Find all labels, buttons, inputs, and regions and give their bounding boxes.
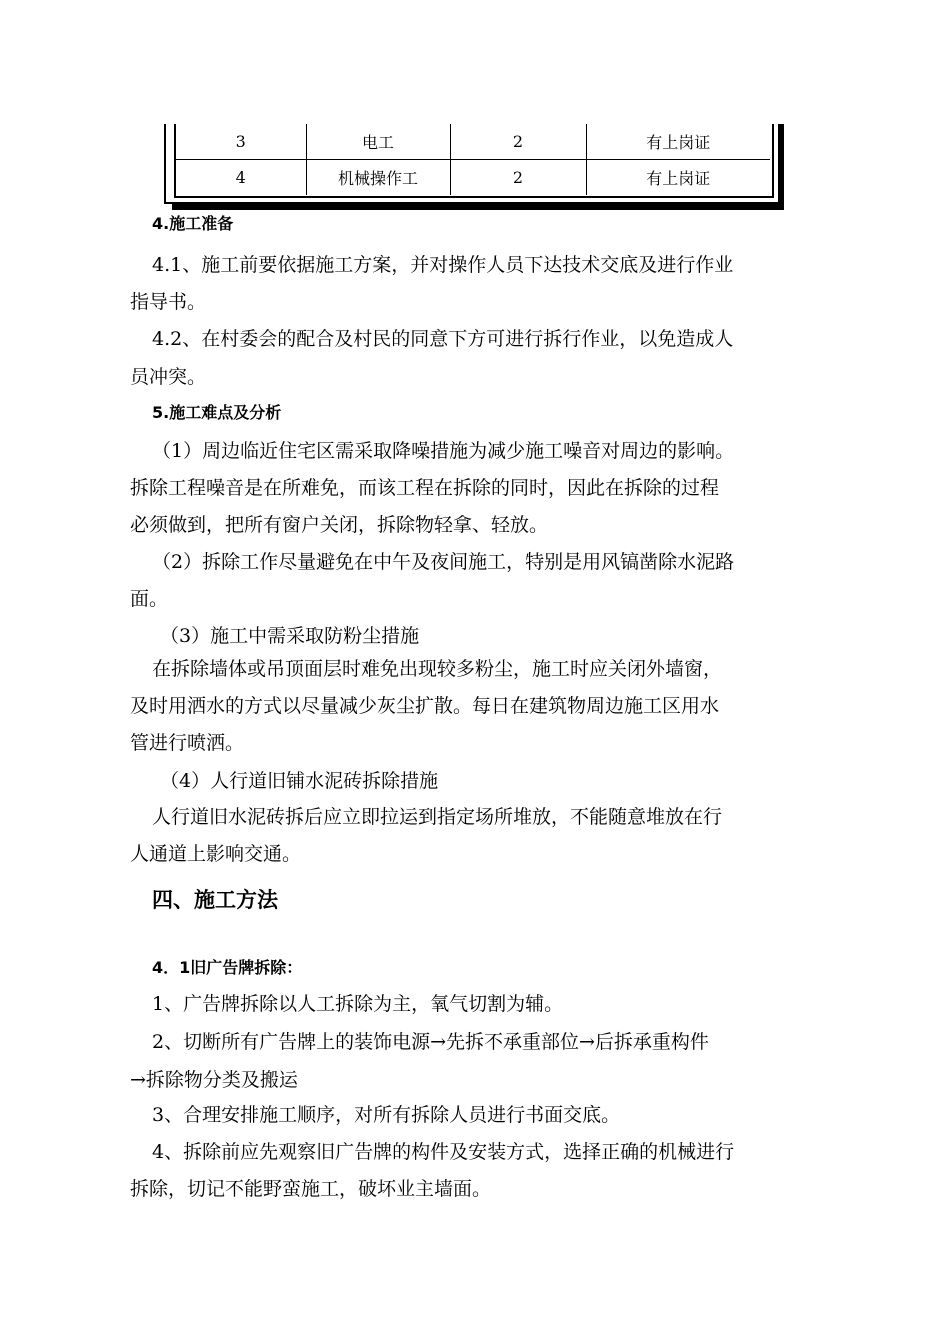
paragraph-line: 在拆除墙体或吊顶面层时难免出现较多粉尘，施工时应关闭外墙窗， (152, 658, 723, 680)
paragraph-line: 面。 (130, 588, 169, 610)
table-cell-note: 有上岗证 (586, 160, 770, 196)
paragraph-line: 指导书。 (130, 291, 207, 313)
table-cell-count: 2 (450, 124, 586, 160)
paragraph-line: 及时用洒水的方式以尽量减少灰尘扩散。每日在建筑物周边施工区用水 (130, 695, 720, 717)
paragraph-line: 拆除工程噪音是在所难免，而该工程在拆除的同时，因此在拆除的过程 (130, 477, 720, 499)
table-cell-trade: 电工 (306, 124, 450, 160)
table-row (176, 124, 770, 160)
paragraph-line: 人通道上影响交通。 (130, 843, 302, 865)
paragraph-line: 3、合理安排施工顺序，对所有拆除人员进行书面交底。 (152, 1104, 621, 1126)
table-cell-no: 3 (235, 132, 246, 151)
paragraph-line: （4）人行道旧铺水泥砖拆除措施 (160, 770, 439, 792)
subsection-heading: 4．1旧广告牌拆除： (152, 958, 303, 977)
paragraph-line: （2）拆除工作尽量避免在中午及夜间施工，特别是用风镐凿除水泥路 (152, 551, 735, 573)
section-heading-preparation: 4.施工准备 (152, 214, 234, 233)
paragraph-line: 管进行喷洒。 (130, 732, 245, 754)
paragraph-line: 必须做到，把所有窗户关闭，拆除物轻拿、轻放。 (130, 514, 549, 536)
table-cell-note: 有上岗证 (586, 124, 770, 160)
table-cell-trade: 机械操作工 (306, 160, 450, 196)
paragraph-line: 4.1、施工前要依据施工方案，并对操作人员下达技术交底及进行作业 (152, 254, 734, 276)
section-heading-difficulties: 5.施工难点及分析 (152, 403, 282, 422)
paragraph-line: 人行道旧水泥砖拆后应立即拉运到指定场所堆放，不能随意堆放在行 (152, 806, 723, 828)
table-cell-no: 4 (176, 160, 306, 196)
paragraph-line: （3）施工中需采取防粉尘措施 (160, 625, 420, 647)
chapter-title: 四、施工方法 (152, 888, 278, 912)
table-shadow-bottom (172, 204, 784, 210)
paragraph-line: 1、广告牌拆除以人工拆除为主，氧气切割为辅。 (152, 993, 564, 1015)
table-row (176, 160, 770, 196)
table-cell-count: 2 (450, 160, 586, 196)
paragraph-line: （1）周边临近住宅区需采取降噪措施为减少施工噪音对周边的影响。 (152, 440, 735, 462)
paragraph-line: 2、切断所有广告牌上的装饰电源→先拆不承重部位→后拆承重构件 (152, 1031, 709, 1053)
paragraph-line: 员冲突。 (130, 366, 207, 388)
staff-table (164, 124, 784, 210)
paragraph-line: 4、拆除前应先观察旧广告牌的构件及安装方式，选择正确的机械进行 (152, 1141, 735, 1163)
paragraph-line: 4.2、在村委会的配合及村民的同意下方可进行拆行作业，以免造成人 (152, 328, 734, 350)
paragraph-line: 拆除，切记不能野蛮施工，破坏业主墙面。 (130, 1178, 492, 1200)
paragraph-line: →拆除物分类及搬运 (130, 1069, 298, 1091)
